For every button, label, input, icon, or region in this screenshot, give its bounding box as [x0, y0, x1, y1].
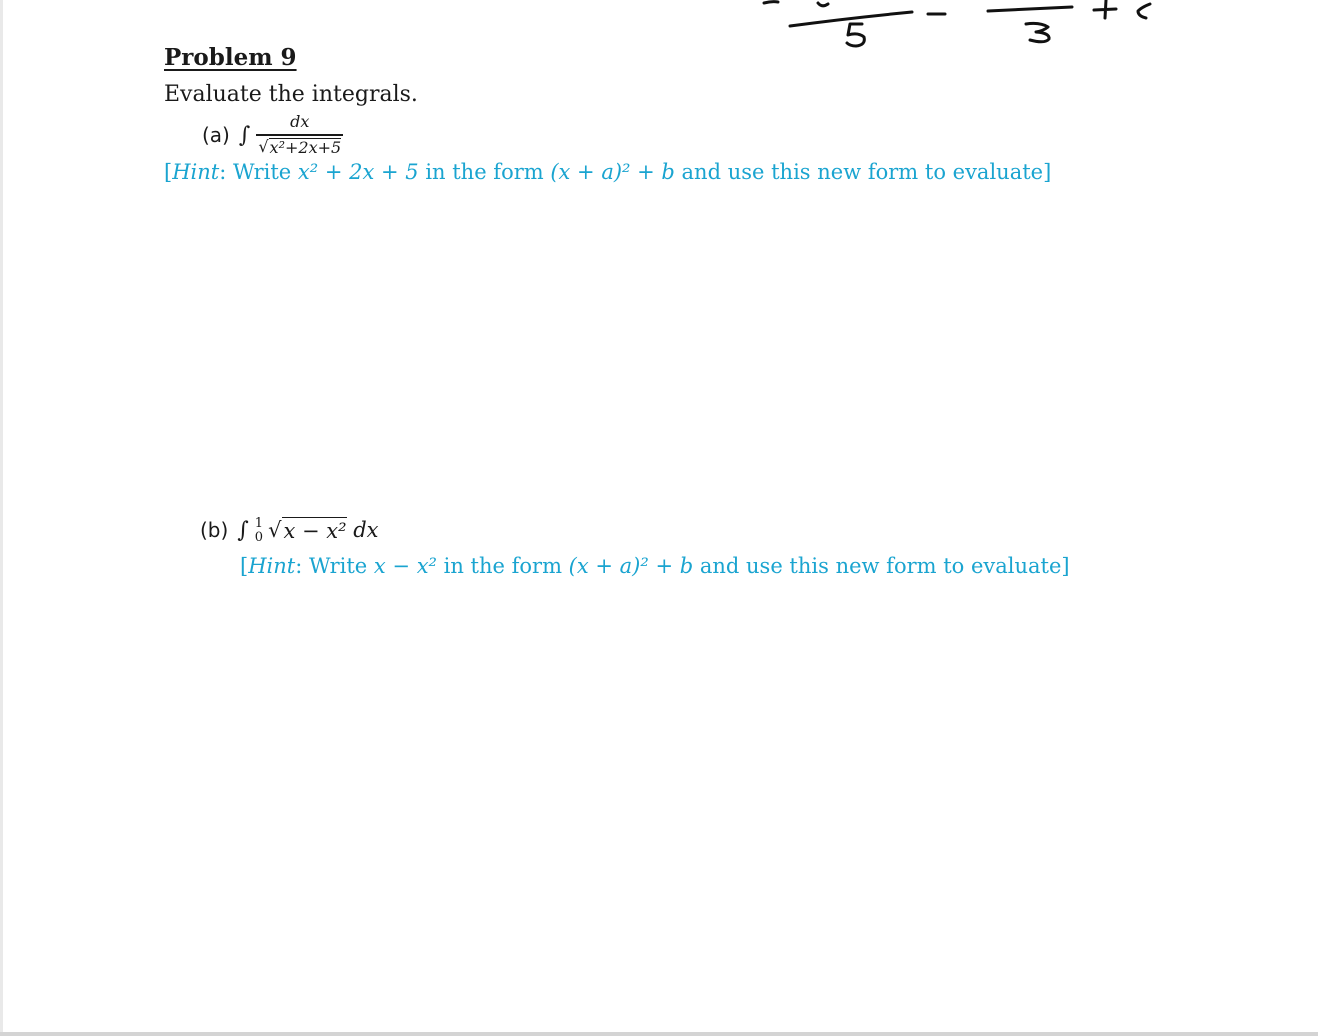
ink-letter-c	[1138, 4, 1150, 18]
hint-word: Hint	[248, 554, 296, 578]
hint-target-form: (x + a)² + b	[568, 554, 694, 578]
integral-sign: ∫	[237, 517, 249, 543]
ink-plus-sign	[1094, 0, 1116, 18]
integral-limits	[255, 517, 263, 546]
integrand-expression	[268, 517, 378, 543]
part-a-label: (a)	[202, 123, 230, 147]
ink-digit-5	[847, 24, 864, 46]
hint-text: in the form	[418, 160, 551, 184]
part-a-hint	[164, 160, 1051, 184]
part-a-integral	[202, 110, 343, 160]
hint-word: Hint	[172, 160, 220, 184]
hint-expression: x − x²	[373, 554, 437, 578]
hint-text: : Write	[295, 554, 374, 578]
upper-limit: 1	[254, 515, 264, 531]
denominator-radicand: x²+2x+5	[269, 137, 342, 157]
fraction-denominator	[256, 134, 343, 157]
hint-text: and use this new form to evaluate]	[693, 554, 1070, 578]
part-b-hint	[240, 554, 1070, 578]
problem-instructions: Evaluate the integrals.	[164, 82, 418, 107]
ink-fraction-bar-2	[988, 7, 1072, 11]
radical-sign: √	[258, 136, 269, 156]
problem-title: Problem 9	[164, 44, 297, 71]
radical-sign: √	[268, 518, 282, 542]
ink-digit-3	[1026, 23, 1049, 41]
differential: dx	[353, 518, 379, 542]
ink-stroke-partial-glyph	[818, 3, 828, 6]
lower-limit: 0	[254, 530, 264, 545]
radicand: x − x²	[283, 519, 347, 543]
integral-sign: ∫	[238, 122, 251, 148]
hint-open-bracket: [	[240, 554, 249, 578]
hint-open-bracket: [	[164, 160, 173, 184]
hint-target-form: (x + a)² + b	[550, 160, 675, 184]
hint-text: in the form	[436, 554, 569, 578]
integrand-fraction	[256, 113, 343, 157]
hint-text: and use this new form to evaluate]	[674, 160, 1052, 184]
page-bottom-edge	[0, 1032, 1318, 1036]
ink-stroke-left-hook	[764, 2, 778, 3]
hint-text: : Write	[219, 160, 298, 184]
page-left-edge	[0, 0, 3, 1036]
part-b-integral	[200, 508, 379, 552]
part-b-label: (b)	[200, 518, 229, 542]
ink-fraction-bar-1	[790, 12, 912, 26]
fraction-numerator: dx	[290, 112, 310, 132]
hint-expression: x² + 2x + 5	[297, 160, 419, 184]
